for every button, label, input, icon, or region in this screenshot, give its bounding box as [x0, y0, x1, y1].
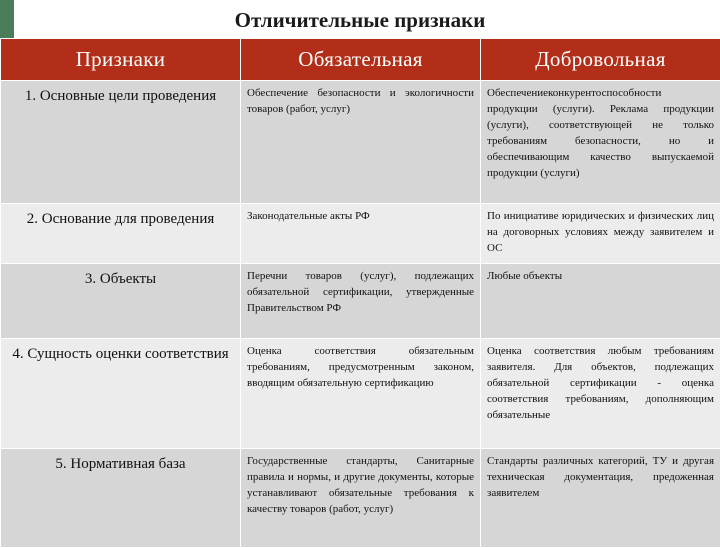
voluntary-cell: Любые объекты [481, 264, 720, 339]
row-label-regulatory: 5. Нормативная база [1, 449, 241, 548]
voluntary-cell: По инициативе юридических и физических лиц на договорных условиях между заявителем и ОС [481, 204, 720, 264]
mandatory-cell: Государственные стандарты, Санитарные правила и нормы, и другие документы, которые устанавливают обязательные требования к качеству товаров (работ, услуг) [241, 449, 481, 548]
header-features: Признаки [1, 39, 241, 81]
page-title: Отличительные признаки [0, 8, 720, 33]
comparison-table [0, 38, 720, 548]
header-voluntary: Добровольная [481, 39, 720, 81]
mandatory-cell: Обеспечение безопасности и экологичности товаров (работ, услуг) [241, 81, 481, 204]
row-label-basis: 2. Основание для проведения [1, 204, 241, 264]
row-label-essence: 4. Сущность оценки соответствия [1, 339, 241, 449]
mandatory-cell: Оценка соответствия обязательным требованиям, предусмотренным законом, вводящим обязательную сертификацию [241, 339, 481, 449]
table-row [1, 264, 720, 339]
table-row [1, 81, 720, 204]
table-header-row [1, 39, 720, 81]
row-label-objects: 3. Объекты [1, 264, 241, 339]
voluntary-cell: Стандарты различных категорий, ТУ и другая техническая документация, предоженная заявителем [481, 449, 720, 548]
table-row [1, 449, 720, 548]
table-row [1, 339, 720, 449]
row-label-goals: 1. Основные цели проведения [1, 81, 241, 204]
table-row [1, 204, 720, 264]
mandatory-cell: Перечни товаров (услуг), подлежащих обязательной сертификации, утвержденные Правительством РФ [241, 264, 481, 339]
mandatory-cell: Законодательные акты РФ [241, 204, 481, 264]
voluntary-cell: Обеспечениеконкурентоспособности продукции (услуги). Реклама продукции (услуги), соответствующей не только требованиям безопасности, но и обеспечивающим качество выпускаемой продукции (услуги) [481, 81, 720, 204]
voluntary-cell: Оценка соответствия любым требованиям заявителя. Для объектов, подлежащих обязательной сертификации - оценка соответствия требованиям, дополняющим обязательные [481, 339, 720, 449]
header-mandatory: Обязательная [241, 39, 481, 81]
